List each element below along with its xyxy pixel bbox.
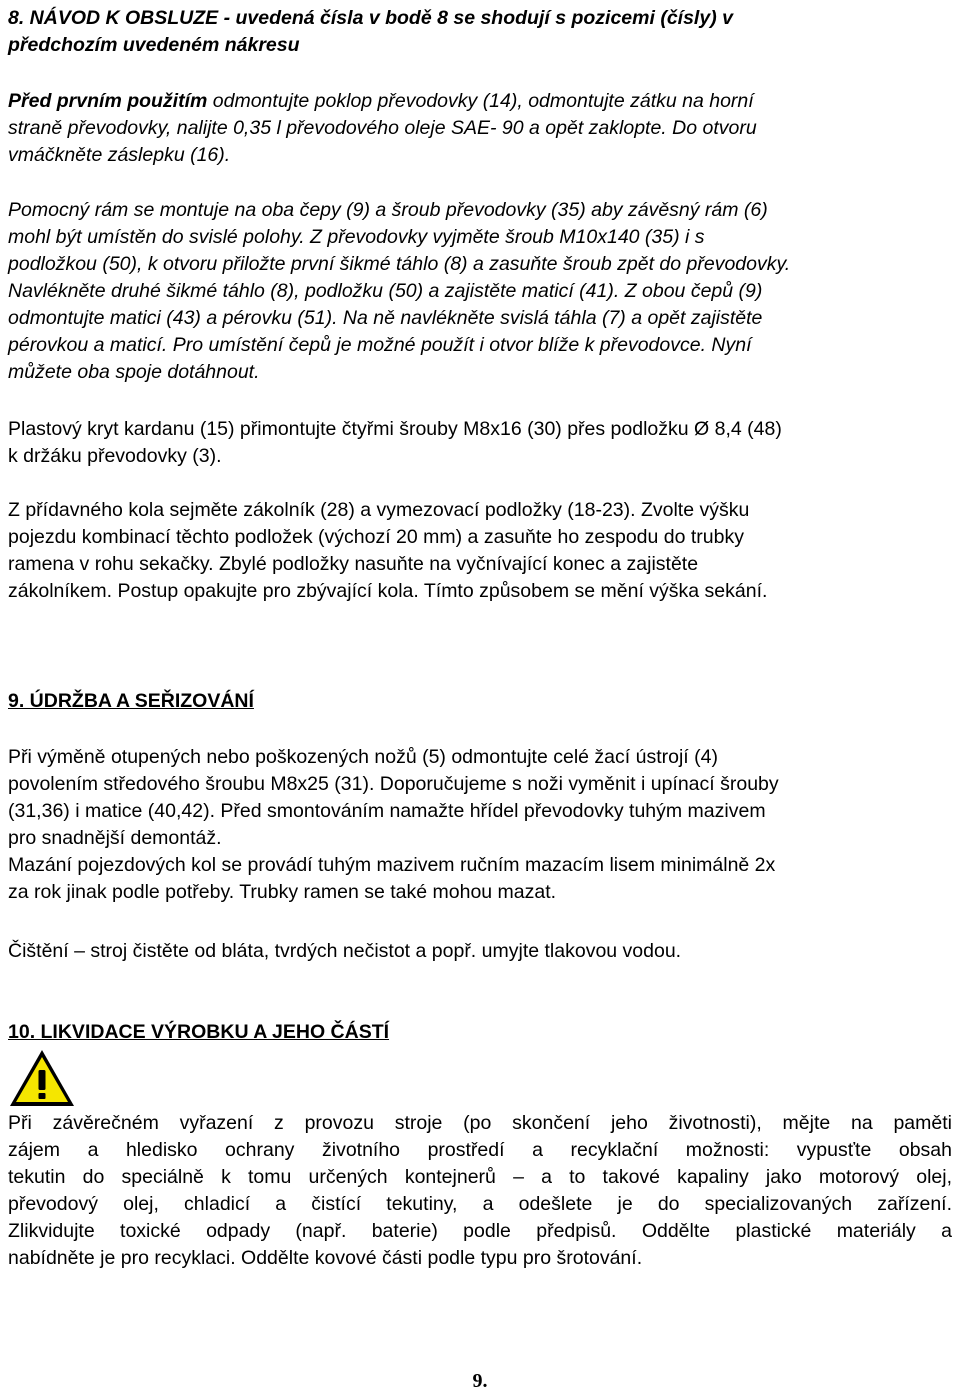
paragraph-line: pérovkou a maticí. Pro umístění čepů je možné použít i otvor blíže k převodovce. Nyní <box>8 334 752 356</box>
paragraph-line: Mazání pojezdových kol se provádí tuhým mazivem ručním mazacím lisem minimálně 2x <box>8 854 776 876</box>
section-10-heading: 10. LIKVIDACE VÝROBKU A JEHO ČÁSTÍ <box>8 1021 390 1043</box>
paragraph-line: Navlékněte druhé šikmé táhlo (8), podložku (50) a zajistěte maticí (41). Z obou čepů (9) <box>8 280 763 302</box>
first-use-lead: Před prvním použitím <box>8 90 208 112</box>
paragraph-line: pro snadnější demontáž. <box>8 827 222 849</box>
paragraph-line: k držáku převodovky (3). <box>8 445 222 467</box>
paragraph-line: podložkou (50), k otvoru přiložte první šikmé táhlo (8) a zasuňte šroub zpět do převodovky. <box>8 253 791 275</box>
section-8-paragraph-3 <box>8 416 782 470</box>
paragraph-line: (31,36) i matice (40,42). Před smontováním namažte hřídel převodovky tuhým mazivem <box>8 800 766 822</box>
paragraph-line: povolením středového šroubu M8x25 (31). Doporučujeme s noži vyměnit i upínací šrouby <box>8 773 779 795</box>
section-9-heading: 9. ÚDRŽBA A SEŘIZOVÁNÍ <box>8 690 254 712</box>
paragraph-line: zájem a hledisko ochrany životního prostředí a recyklační možnosti: vypusťte obsah <box>8 1139 952 1161</box>
paragraph-line: Při výměně otupených nebo poškozených nožů (5) odmontujte celé žací ústrojí (4) <box>8 746 718 768</box>
page-number: 9. <box>472 1370 488 1392</box>
section-10-paragraph <box>8 1110 952 1272</box>
paragraph-line: tekutin do speciálně k tomu určených kontejnerů – a to takové kapaliny jako motorový olej, <box>8 1166 952 1188</box>
paragraph-line: za rok jinak podle potřeby. Trubky ramen se také mohou mazat. <box>8 881 557 903</box>
cleaning-paragraph: Čištění – stroj čistěte od bláta, tvrdých nečistot a popř. umyjte tlakovou vodou. <box>8 940 682 962</box>
section-8-paragraph-2 <box>8 197 790 386</box>
paragraph-line: straně převodovky, nalijte 0,35 l převodového oleje SAE- 90 a opět zaklopte. Do otvoru <box>8 117 757 139</box>
section-8-heading-line-1: 8. NÁVOD K OBSLUZE - uvedená čísla v bodě 8 se shodují s pozicemi (čísly) v <box>8 7 733 29</box>
paragraph-line: ramena v rohu sekačky. Zbylé podložky nasuňte na vyčnívající konec a zajistěte <box>8 553 699 575</box>
paragraph-line: převodový olej, chladicí a čistící tekutiny, a odešlete je do specializovaných zařízení. <box>8 1193 952 1215</box>
paragraph-line: mohl být umístěn do svislé polohy. Z převodovky vyjměte šroub M10x140 (35) i s <box>8 226 705 248</box>
section-8-paragraph-1 <box>8 88 757 169</box>
paragraph-line: Zlikvidujte toxické odpady (např. baterie) podle předpisů. Oddělte plastické materiály a <box>8 1220 952 1242</box>
paragraph-line: nabídněte je pro recyklaci. Oddělte kovové části podle typu pro šrotování. <box>8 1247 643 1269</box>
paragraph-line: pojezdu kombinací těchto podložek (výchozí 20 mm) a zasuňte ho zespodu do trubky <box>8 526 744 548</box>
paragraph-line: odmontujte poklop převodovky (14), odmontujte zátku na horní <box>207 90 754 112</box>
section-8-heading-line-2: předchozím uvedeném nákresu <box>8 34 300 56</box>
paragraph-line: Při závěrečném vyřazení z provozu stroje (po skončení jeho životnosti), mějte na paměti <box>8 1112 952 1134</box>
section-8-heading <box>8 5 733 59</box>
paragraph-line: zákolníkem. Postup opakujte pro zbývající kola. Tímto způsobem se mění výška sekání. <box>8 580 768 602</box>
paragraph-line: Pomocný rám se montuje na oba čepy (9) a šroub převodovky (35) aby závěsný rám (6) <box>8 199 768 221</box>
section-8-paragraph-4 <box>8 497 767 605</box>
paragraph-line: můžete oba spoje dotáhnout. <box>8 361 260 383</box>
section-9-paragraph-1 <box>8 744 779 906</box>
paragraph-line: odmontujte matici (43) a pérovku (51). Na ně navlékněte svislá táhla (7) a opět zajistěte <box>8 307 763 329</box>
paragraph-line: Plastový kryt kardanu (15) přimontujte čtyřmi šrouby M8x16 (30) přes podložku Ø 8,4 (48) <box>8 418 782 440</box>
warning-triangle-icon <box>8 1048 76 1108</box>
paragraph-line: Z přídavného kola sejměte zákolník (28) a vymezovací podložky (18-23). Zvolte výšku <box>8 499 750 521</box>
paragraph-line: vmáčkněte záslepku (16). <box>8 144 231 166</box>
